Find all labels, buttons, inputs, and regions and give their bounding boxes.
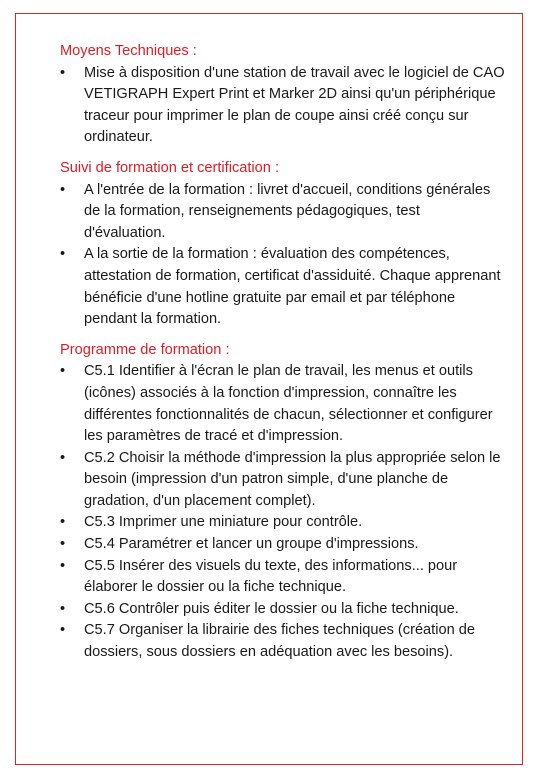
list-item-text: C5.4 Paramétrer et lancer un groupe d'impressions.	[84, 536, 419, 553]
list-item-text: C5.3 Imprimer une miniature pour contrôle.	[84, 514, 363, 531]
section-programme-formation	[60, 340, 505, 664]
bullet-icon: •	[60, 557, 66, 574]
document-content	[60, 41, 505, 673]
section-title: Programme de formation :	[60, 341, 230, 358]
list-item	[60, 63, 505, 149]
list-item	[60, 556, 505, 599]
list-item	[60, 512, 505, 534]
list-item-text: C5.2 Choisir la méthode d'impression la plus appropriée selon le besoin (impression d'un patron simple, d'une planche de gradation, d'un placement complet).	[84, 449, 501, 509]
list-item-text: C5.1 Identifier à l'écran le plan de travail, les menus et outils (icônes) associés à la fonction d'impression, connaître les différentes fonctionnalités de chacun, sélectionner et configurer les paramètres de tracé et d'impression.	[84, 363, 493, 445]
list-item	[60, 620, 505, 663]
bullet-icon: •	[60, 514, 66, 531]
bullet-icon: •	[60, 363, 66, 380]
section-title: Suivi de formation et certification :	[60, 159, 280, 176]
bullet-icon: •	[60, 246, 66, 263]
section-title: Moyens Techniques :	[60, 43, 197, 59]
list-item	[60, 244, 505, 330]
bullet-list	[60, 361, 505, 663]
bullet-list	[60, 63, 505, 149]
bullet-icon: •	[60, 536, 66, 553]
section-suivi-formation	[60, 158, 505, 331]
bullet-icon: •	[60, 622, 66, 639]
list-item	[60, 361, 505, 447]
bullet-icon: •	[60, 64, 66, 81]
bullet-icon: •	[60, 181, 66, 198]
list-item	[60, 448, 505, 513]
section-moyens-techniques	[60, 41, 505, 149]
bullet-icon: •	[60, 600, 66, 617]
list-item	[60, 180, 505, 245]
list-item-text: Mise à disposition d'une station de travail avec le logiciel de CAO VETIGRAPH Expert Print et Marker 2D ainsi qu'un périphérique traceur pour imprimer le plan de coupe ainsi créé conçu sur ordinateur.	[84, 64, 505, 146]
list-item-text: C5.6 Contrôler puis éditer le dossier ou la fiche technique.	[84, 600, 459, 617]
list-item-text: A l'entrée de la formation : livret d'accueil, conditions générales de la formation, renseignements pédagogiques, test d'évaluation.	[84, 181, 491, 241]
list-item-text: C5.7 Organiser la librairie des fiches techniques (création de dossiers, sous dossiers en adéquation avec les besoins).	[84, 622, 475, 661]
list-item	[60, 534, 505, 556]
list-item-text: C5.5 Insérer des visuels du texte, des informations... pour élaborer le dossier ou la fiche technique.	[84, 557, 458, 596]
list-item-text: A la sortie de la formation : évaluation des compétences, attestation de formation, certificat d'assiduité. Chaque apprenant bénéficie d'une hotline gratuite par email et par téléphone pendant la formation.	[84, 246, 501, 328]
list-item	[60, 599, 505, 621]
bullet-icon: •	[60, 449, 66, 466]
bullet-list	[60, 180, 505, 331]
